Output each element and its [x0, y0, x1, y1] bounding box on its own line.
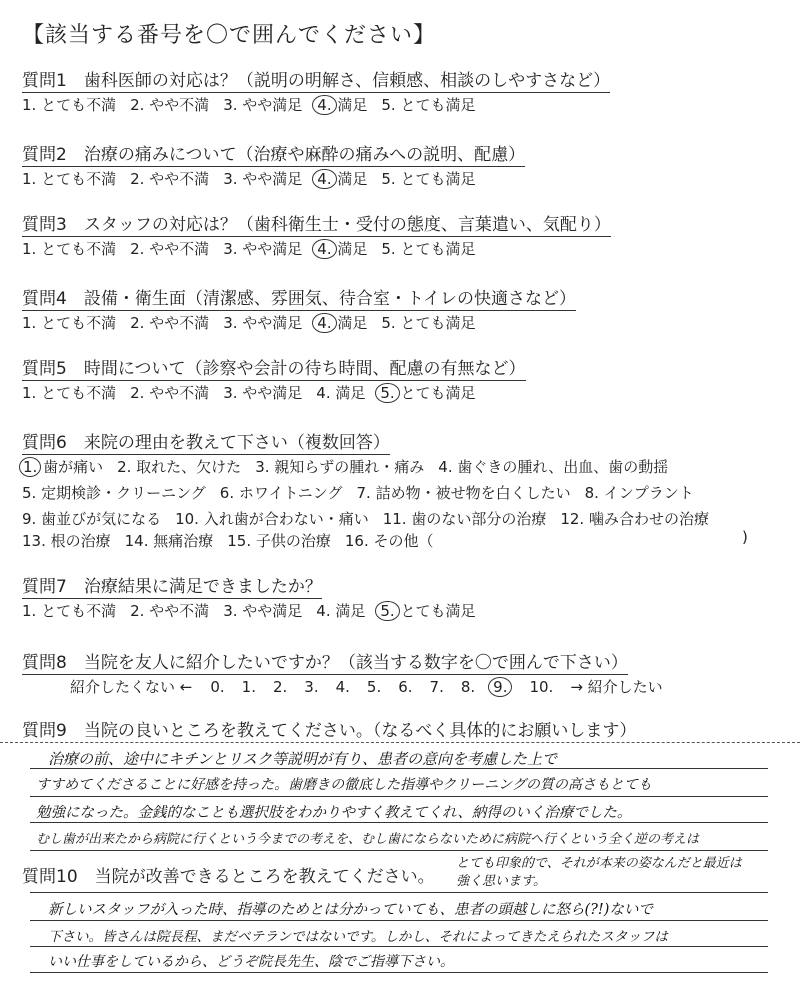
q10-answer-line-2: 下さい。皆さんは院長程、まだベテランではないです。しかし、それによってきたえられたスタッフは: [48, 929, 668, 945]
q8-number[interactable]: 6.: [398, 678, 413, 696]
option-2[interactable]: 2. やや不満: [130, 384, 210, 402]
option-2[interactable]: 2. やや不満: [130, 96, 210, 114]
q6-option[interactable]: 7. 詰め物・被せ物を白くしたい: [356, 484, 571, 502]
q8-number[interactable]: 0.: [210, 678, 225, 696]
q9-rule: [30, 850, 768, 851]
option-3[interactable]: 3. やや満足: [223, 602, 303, 620]
option-3[interactable]: 3. やや満足: [223, 384, 303, 402]
selected-circle: 4.: [312, 313, 336, 333]
option-4[interactable]: 4. 満足: [316, 170, 367, 188]
q9-answer-line-3: 勉強になった。金銭的なことも選択肢をわかりやすく教えてくれ、納得のいく治療でした。: [36, 805, 632, 821]
option-3[interactable]: 3. やや満足: [223, 170, 303, 188]
q9-text: 当院の良いところを教えてください。（なるべく具体的にお願いします）: [83, 721, 637, 741]
q1-options: [22, 94, 489, 115]
option-4[interactable]: 4. 満足: [316, 314, 367, 332]
q8-scale: [70, 676, 663, 697]
option-3[interactable]: 3. やや満足: [223, 314, 303, 332]
q2-label: 質問2: [22, 145, 67, 165]
q5-heading: [22, 354, 526, 381]
q2-text: 治療の痛みについて（治療や麻酔の痛みへの説明、配慮）: [83, 145, 526, 165]
q10-rule: [30, 972, 768, 973]
q6-option[interactable]: 16. その他（: [344, 532, 434, 550]
q10-rule: [30, 920, 768, 921]
selected-circle: 4.: [312, 239, 336, 259]
option-1[interactable]: 1. とても不満: [22, 314, 117, 332]
q9-answer-line-1: 治療の前、途中にキチンとリスク等説明が有り、患者の意向を考慮した上で: [48, 750, 557, 768]
q7-options: [22, 600, 489, 621]
selected-circle: 4.: [312, 169, 336, 189]
q6-option[interactable]: 10. 入れ歯が合わない・痛い: [175, 510, 369, 528]
q8-number[interactable]: 5.: [366, 678, 382, 696]
q8-heading: [22, 648, 628, 675]
option-3[interactable]: 3. やや満足: [223, 96, 303, 114]
q9-answer-tail: とても印象的で、それが本来の姿なんだと最近は: [456, 856, 742, 871]
q8-label: 質問8: [22, 653, 67, 673]
q6-option[interactable]: 12. 噛み合わせの治療: [560, 510, 709, 528]
option-1[interactable]: 1. とても不満: [22, 384, 117, 402]
q6-option[interactable]: 14. 無痛治療: [124, 532, 214, 550]
q3-text: スタッフの対応は？（歯科衛生士・受付の態度、言葉遣い、気配り）: [83, 215, 611, 235]
q9-answer-tail-2: 強く思います。: [456, 874, 546, 889]
option-1[interactable]: 1. とても不満: [22, 240, 117, 258]
q4-label: 質問4: [22, 289, 67, 309]
q6-option[interactable]: 13. 根の治療: [22, 532, 111, 550]
q3-options: [22, 238, 489, 259]
q6-option[interactable]: 15. 子供の治療: [227, 532, 331, 550]
q6-option[interactable]: 1. 歯が痛い: [22, 458, 103, 476]
q7-text: 治療結果に満足できましたか？: [83, 577, 322, 597]
q8-number[interactable]: 7.: [429, 678, 444, 696]
q5-label: 質問5: [22, 359, 67, 379]
option-2[interactable]: 2. やや不満: [130, 240, 210, 258]
selected-circle: 5.: [375, 601, 399, 621]
q9-answer-line-4: むし歯が出来たから病院に行くという今までの考えを、むし歯にならないために病院へ行くという全く逆の考えは: [36, 832, 700, 847]
q4-heading: [22, 284, 576, 311]
q1-label: 質問1: [22, 71, 67, 91]
q6-option[interactable]: 5. 定期検診・クリーニング: [22, 484, 206, 502]
q6-option[interactable]: 6. ホワイトニング: [219, 484, 343, 502]
option-4[interactable]: 4. 満足: [316, 602, 366, 620]
option-5[interactable]: 5. とても満足: [379, 384, 475, 402]
q8-number[interactable]: 3.: [304, 678, 319, 696]
option-5[interactable]: 5. とても満足: [381, 240, 476, 258]
q9-label: 質問9: [22, 721, 67, 741]
q10-label: 質問10: [22, 867, 78, 887]
q4-text: 設備・衛生面（清潔感、雰囲気、待合室・トイレの快適さなど）: [83, 289, 576, 309]
q6-close-paren: ): [742, 528, 748, 546]
selected-circle: 5.: [375, 383, 399, 403]
option-4[interactable]: 4. 満足: [316, 384, 366, 402]
q6-text: 来院の理由を教えて下さい（複数回答）: [83, 433, 390, 453]
q8-number[interactable]: 10.: [529, 678, 554, 696]
option-1[interactable]: 1. とても不満: [22, 602, 117, 620]
option-5[interactable]: 5. とても満足: [381, 314, 476, 332]
q6-option[interactable]: 3. 親知らずの腫れ・痛み: [255, 458, 425, 476]
q6-option[interactable]: 2. 取れた、欠けた: [117, 458, 242, 476]
q6-row-3: [22, 508, 723, 529]
option-2[interactable]: 2. やや不満: [130, 170, 210, 188]
q10-text: 当院が改善できるところを教えてください。: [94, 867, 435, 887]
option-4[interactable]: 4. 満足: [316, 96, 367, 114]
selected-circle: 1.: [19, 457, 41, 477]
q9-answer-line-2: すすめてくださることに好感を持った。歯磨きの徹底した指導やクリーニングの質の高さもとても: [36, 777, 652, 793]
q6-label: 質問6: [22, 433, 67, 453]
q3-heading: [22, 210, 611, 237]
q7-label: 質問7: [22, 577, 67, 597]
q8-number[interactable]: 4.: [335, 678, 350, 696]
option-5[interactable]: 5. とても満足: [381, 170, 476, 188]
option-5[interactable]: 5. とても満足: [379, 602, 475, 620]
q6-option[interactable]: 11. 歯のない部分の治療: [382, 510, 547, 528]
page-title: 【該当する番号を〇で囲んでください】: [22, 23, 437, 48]
q1-text: 歯科医師の対応は？（説明の明解さ、信頼感、相談のしやすさなど）: [83, 71, 611, 91]
q4-options: [22, 312, 489, 333]
q6-row-4: [22, 530, 448, 551]
option-2[interactable]: 2. やや不満: [130, 314, 210, 332]
q9-heading: [22, 716, 636, 741]
q8-number[interactable]: 9.: [488, 677, 512, 697]
q10-heading: [22, 862, 435, 887]
q9-rule: [30, 822, 768, 823]
option-3[interactable]: 3. やや満足: [223, 240, 303, 258]
q7-heading: [22, 572, 322, 599]
q6-option[interactable]: 9. 歯並びが気になる: [22, 510, 162, 528]
q2-options: [22, 168, 489, 189]
q9-rule: [30, 796, 768, 797]
q8-text: 当院を友人に紹介したいですか？（該当する数字を〇で囲んで下さい）: [83, 653, 628, 673]
q10-rule: [30, 946, 768, 947]
option-1[interactable]: 1. とても不満: [22, 170, 117, 188]
option-2[interactable]: 2. やや不満: [130, 602, 210, 620]
q5-text: 時間について（診察や会計の待ち時間、配慮の有無など）: [83, 359, 526, 379]
q8-right-label: → 紹介したい: [570, 678, 663, 696]
q5-options: [22, 382, 489, 403]
option-1[interactable]: 1. とても不満: [22, 96, 117, 114]
q10-answer-line-1: 新しいスタッフが入った時、指導のためとは分かっていても、患者の頭越しに怒ら(?!)ないで: [48, 902, 653, 918]
q9-divider: [0, 742, 800, 743]
q10-answer-line-3: いい仕事をしているから、どうぞ院長先生、陰でご指導下さい。: [48, 954, 454, 970]
q8-left-label: 紹介したくない ←: [70, 678, 193, 696]
q8-number[interactable]: 8.: [460, 678, 476, 696]
q6-row-2: [22, 482, 708, 503]
q6-row-1: [22, 456, 682, 477]
q8-number[interactable]: 1.: [241, 678, 256, 696]
q8-number[interactable]: 2.: [272, 678, 288, 696]
q6-heading: [22, 428, 390, 455]
q6-option[interactable]: 4. 歯ぐきの腫れ、出血、歯の動揺: [438, 458, 669, 476]
q3-label: 質問3: [22, 215, 67, 235]
q1-heading: [22, 66, 610, 93]
q10-rule: [30, 892, 768, 893]
q6-option[interactable]: 8. インプラント: [584, 484, 694, 502]
option-5[interactable]: 5. とても満足: [381, 96, 476, 114]
option-4[interactable]: 4. 満足: [316, 240, 367, 258]
q2-heading: [22, 140, 525, 167]
selected-circle: 4.: [312, 95, 336, 115]
